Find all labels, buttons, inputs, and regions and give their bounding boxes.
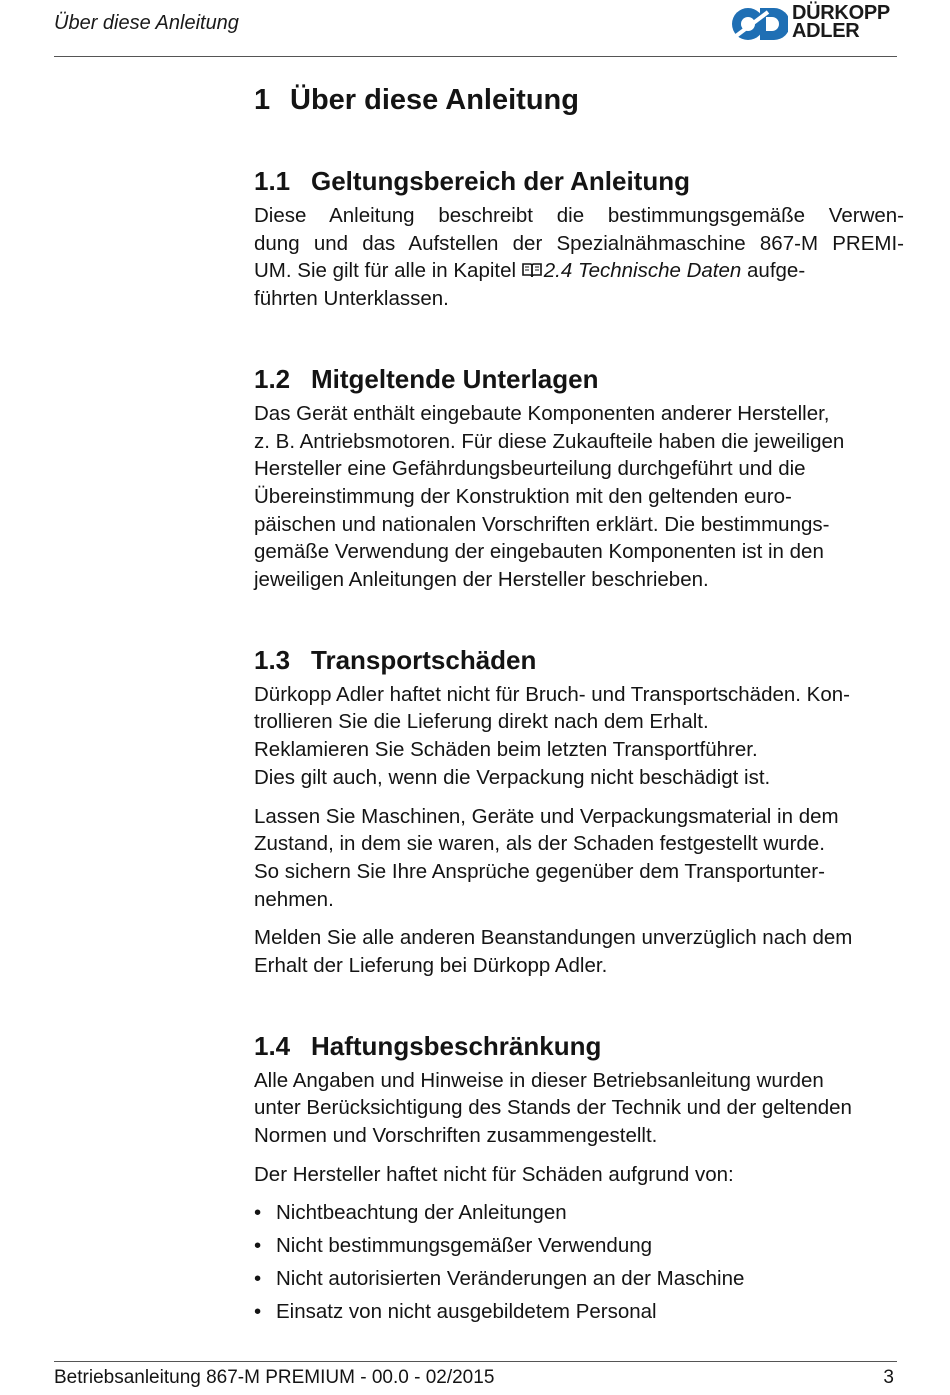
section-title: Geltungsbereich der Anleitung	[311, 166, 690, 196]
section-title: Transportschäden	[311, 644, 537, 675]
bullet-marker: •	[254, 1299, 262, 1323]
section-heading-1-3	[254, 642, 904, 678]
text-line: trollieren Sie die Lieferung direkt nach dem Erhalt.	[254, 710, 709, 734]
list-item-text: Nicht autorisierten Veränderungen an der Maschine	[276, 1266, 745, 1290]
text-line: Übereinstimmung der Konstruktion mit den geltenden euro-	[254, 484, 792, 508]
text-line: Diese Anleitung beschreibt die bestimmungsgemäße Verwen-	[254, 204, 904, 227]
liability-exclusion-list	[254, 1196, 904, 1328]
page-content	[254, 80, 904, 1328]
section-heading-1-2	[254, 361, 904, 397]
text-fragment: UM. Sie gilt für alle in Kapitel	[254, 259, 517, 283]
list-item	[254, 1196, 904, 1229]
text-line: Reklamieren Sie Schäden beim letzten Transportführer.	[254, 738, 758, 762]
list-item-text: Nicht bestimmungsgemäßer Verwendung	[276, 1233, 653, 1257]
bullet-marker: •	[254, 1200, 262, 1224]
logo-wordmark	[792, 4, 890, 40]
text-line: Dies gilt auch, wenn die Verpackung nicht beschädigt ist.	[254, 765, 771, 789]
section-number: 1.3	[254, 644, 291, 675]
text-line: Erhalt der Lieferung bei Dürkopp Adler.	[254, 954, 608, 978]
section-1-3-paragraph-2	[254, 803, 904, 914]
text-line: z. B. Antriebsmotoren. Für diese Zukaufteile haben die jeweiligen	[254, 429, 845, 453]
text-line: Alle Angaben und Hinweise in dieser Betriebsanleitung wurden	[254, 1068, 824, 1092]
section-1-2-body	[254, 400, 904, 594]
text-line: unter Berücksichtigung des Stands der Technik und der geltenden	[254, 1096, 852, 1120]
text-line: jeweiligen Anleitungen der Hersteller beschrieben.	[254, 568, 709, 592]
section-1-3-paragraph-3	[254, 924, 904, 979]
running-header-title: Über diese Anleitung	[54, 12, 239, 34]
bullet-marker: •	[254, 1233, 262, 1257]
brand-logo	[730, 2, 900, 46]
section-number: 1.2	[254, 363, 291, 394]
section-1-3-paragraph-1	[254, 681, 904, 792]
section-number: 1.4	[254, 1030, 291, 1061]
logo-mark-icon	[730, 4, 788, 44]
chapter-heading	[254, 80, 904, 120]
text-line: führten Unterklassen.	[254, 287, 449, 311]
list-item	[254, 1262, 904, 1295]
chapter-number: 1	[254, 84, 271, 116]
chapter-title: Über diese Anleitung	[290, 84, 579, 116]
text-line: So sichern Sie Ihre Ansprüche gegenüber dem Transportunter-	[254, 859, 825, 883]
text-line: Dürkopp Adler haftet nicht für Bruch- und Transportschäden. Kon-	[254, 682, 850, 706]
header-divider	[54, 56, 897, 57]
bullet-marker: •	[254, 1266, 262, 1290]
text-line: Melden Sie alle anderen Beanstandungen unverzüglich nach dem	[254, 926, 853, 950]
section-heading-1-4	[254, 1028, 904, 1064]
text-line: gemäße Verwendung der eingebauten Komponenten ist in den	[254, 540, 824, 564]
text-line: nehmen.	[254, 887, 334, 911]
section-heading-1-1	[254, 163, 904, 199]
list-item	[254, 1229, 904, 1262]
section-1-4-paragraph-2: Der Hersteller haftet nicht für Schäden aufgrund von:	[254, 1162, 734, 1186]
section-1-4-paragraph-1	[254, 1067, 904, 1150]
text-line: Zustand, in dem sie waren, als der Schaden festgestellt wurde.	[254, 832, 825, 856]
text-line: dung und das Aufstellen der Spezialnähmaschine 867-M PREMI-	[254, 231, 904, 255]
footer-document-info: Betriebsanleitung 867-M PREMIUM - 00.0 - 02/2015	[54, 1367, 495, 1388]
logo-line-2: ADLER	[792, 20, 860, 42]
text-line: Normen und Vorschriften zusammengestellt.	[254, 1124, 658, 1148]
text-line: päischen und nationalen Vorschriften erklärt. Die bestimmungs-	[254, 512, 830, 536]
cross-reference-link[interactable]: 2.4 Technische Daten	[543, 259, 742, 283]
list-item	[254, 1295, 904, 1328]
page-number: 3	[883, 1367, 894, 1388]
logo-line-1: DÜRKOPP	[792, 2, 890, 24]
list-item-text: Nichtbeachtung der Anleitungen	[276, 1200, 567, 1224]
text-line: Hersteller eine Gefährdungsbeurteilung durchgeführt und die	[254, 457, 806, 481]
list-item-text: Einsatz von nicht ausgebildetem Personal	[276, 1299, 657, 1323]
text-line: Lassen Sie Maschinen, Geräte und Verpackungsmaterial in dem	[254, 804, 839, 828]
text-line: Das Gerät enthält eingebaute Komponenten anderer Hersteller,	[254, 401, 830, 425]
section-title: Mitgeltende Unterlagen	[311, 363, 599, 394]
text-line	[254, 257, 904, 285]
section-title: Haftungsbeschränkung	[311, 1030, 602, 1061]
text-fragment: aufge-	[747, 259, 806, 283]
book-icon	[522, 262, 542, 278]
section-number: 1.1	[254, 166, 291, 196]
footer-divider	[54, 1361, 897, 1362]
section-1-1-body	[254, 202, 904, 313]
